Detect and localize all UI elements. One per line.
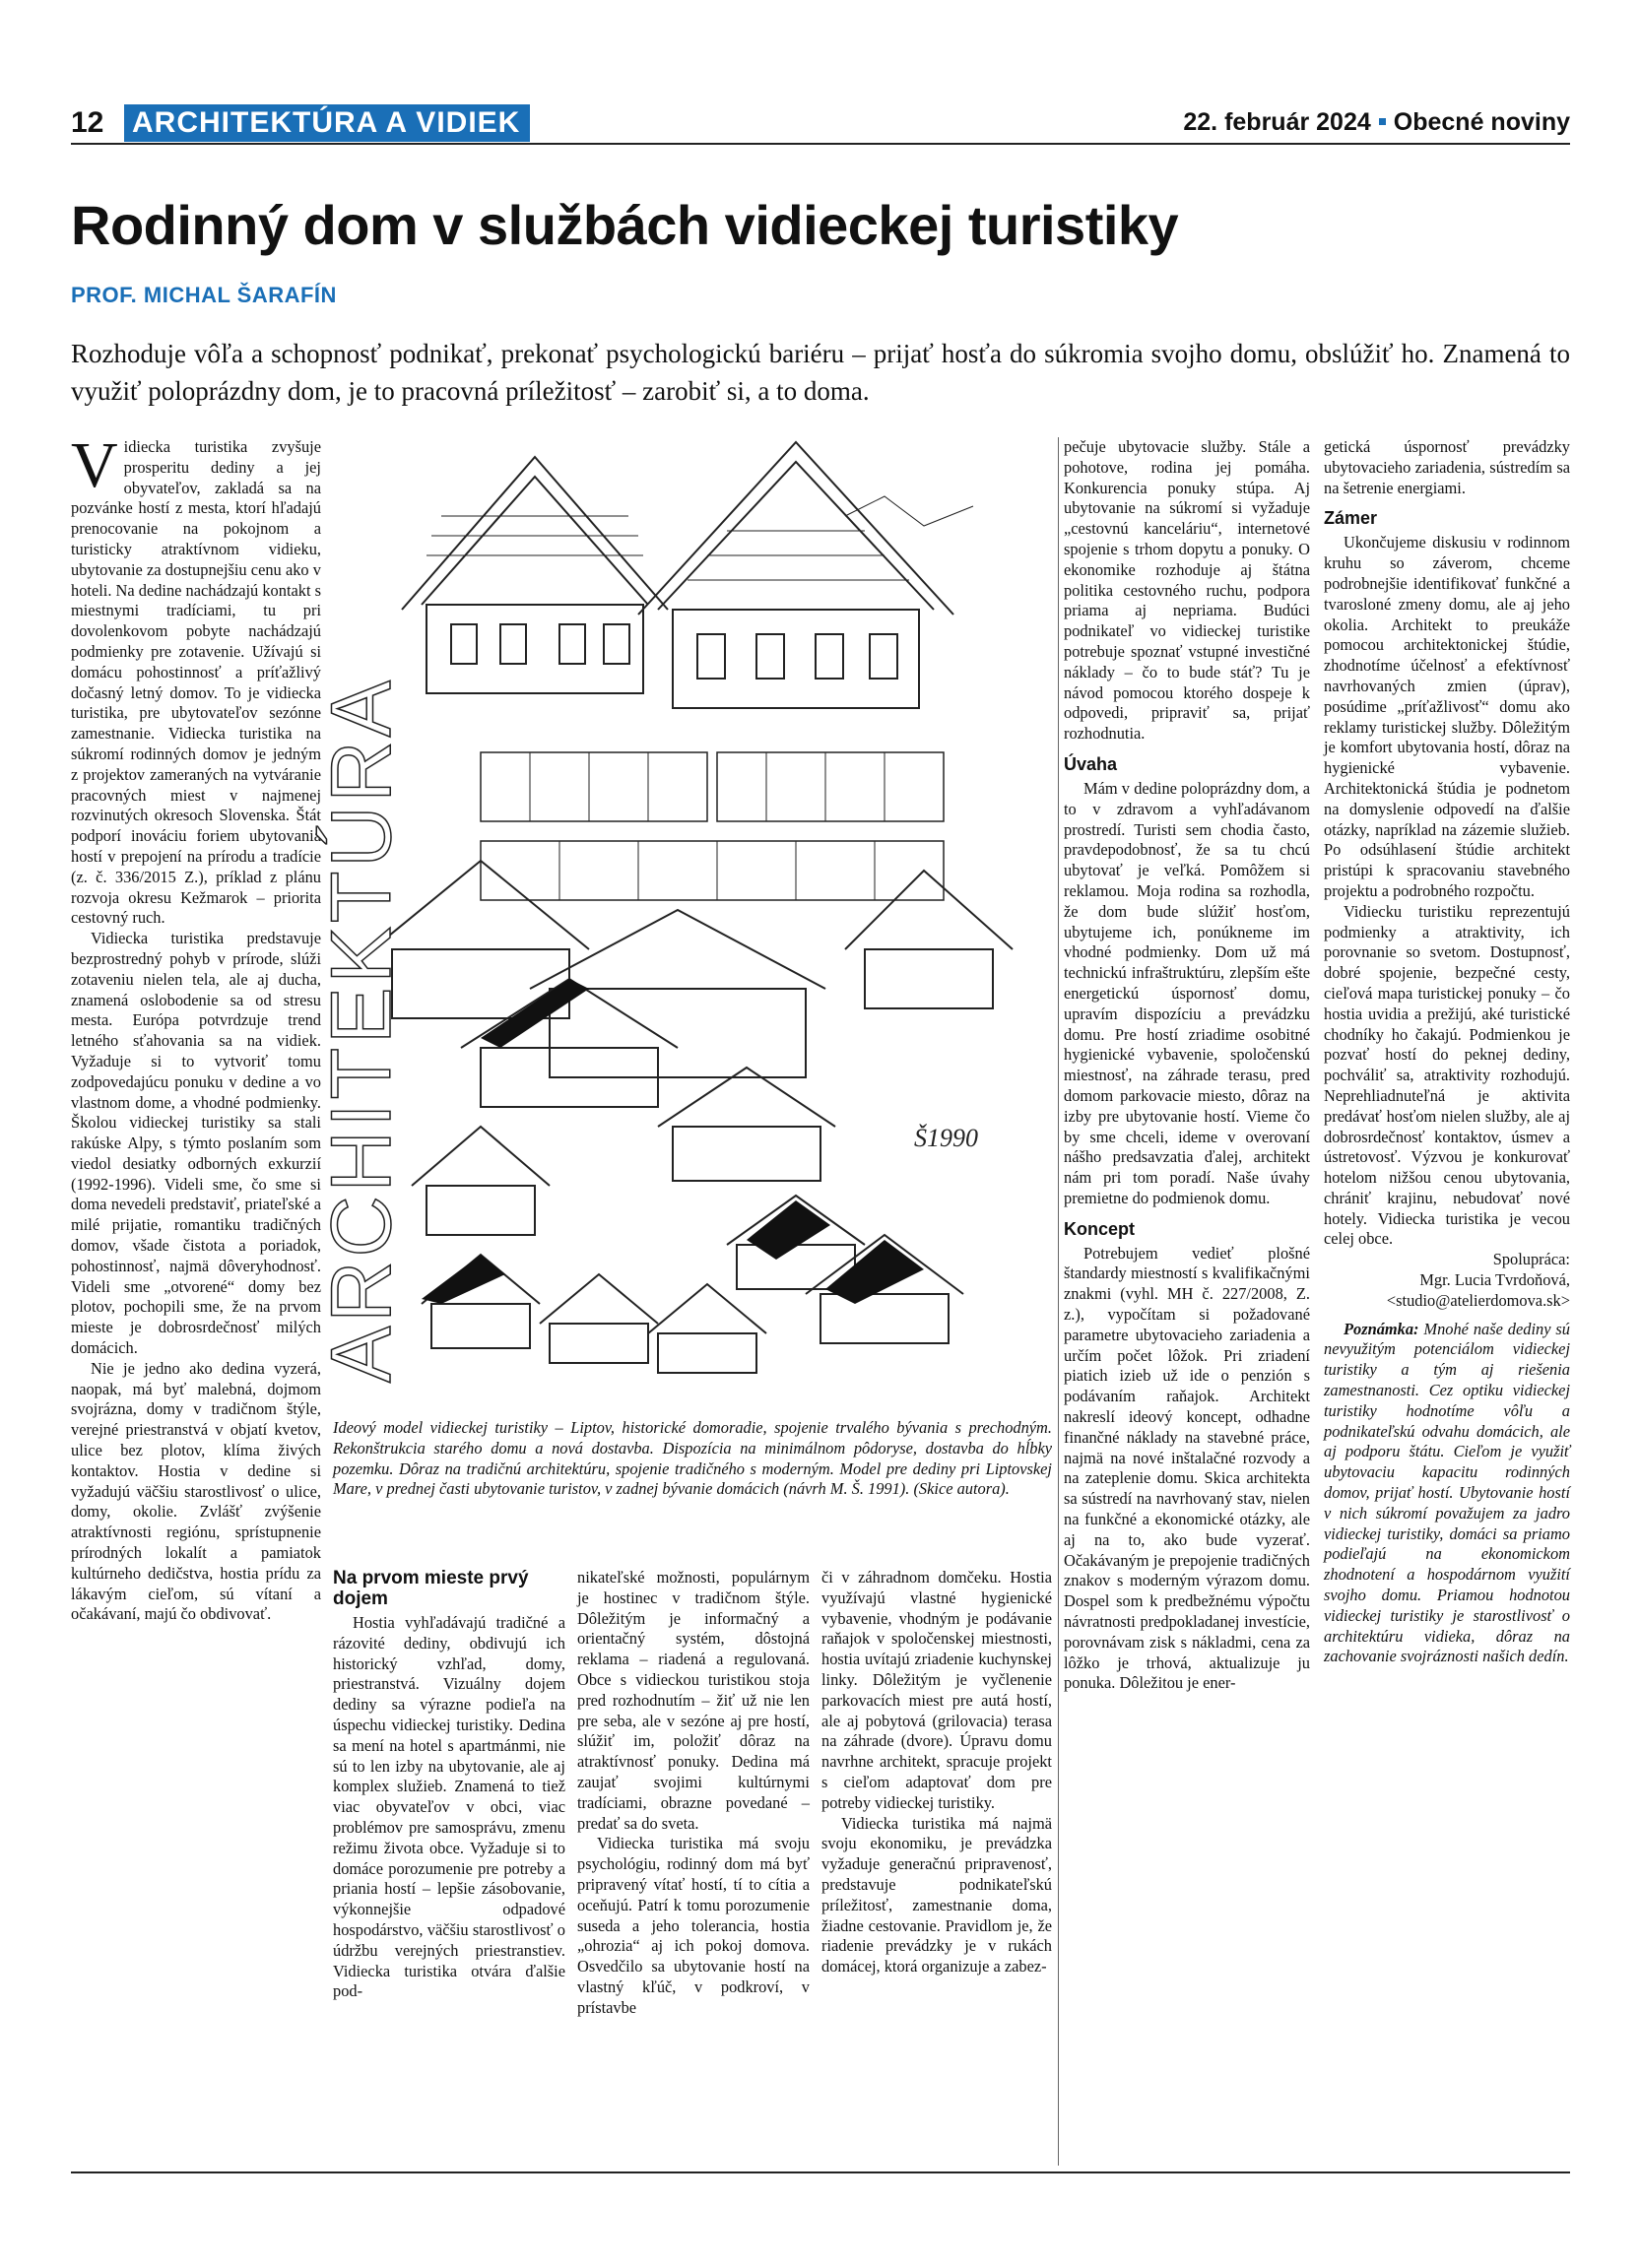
column-6-paragraph: Vidiecku turistiku reprezentujú podmienky a atraktivity, ich porovnanie so svetom. Dostupnosť, dobré spojenie, bezpečné cesty, cieľová mapa turistickej ponuky – čo hostia uvidia a prežijú, aké turistické chodníky ho čakajú. Podmienkou je pozvať hostí do peknej dediny, pochváliť sa, atraktivity rozhodujú. Neprehliadnuteľná je aktivita predávať hosťom nielen služby, ale aj dobrosrdečnosť kontaktov, úsmev a ústretovosť. Výzvou je konkurovať hotelom nižšou cenou ubytovania, chrániť krajinu, nebudovať nové hotely. Vidiecka turistika je vecou celej obce. (1324, 901, 1570, 1249)
column-1-paragraph: Nie je jedno ako dedina vyzerá, naopak, má byť malebná, dojmom svojrázna, domy v tradičnom štýle, verejné priestranstvá v objatí kvetov, ulice bez plotov, klíma živých kontaktov. Hostia v dedine si vyžadujú väčšiu starostlivosť o ulice, domy, okolie. Zvlášť zvýšenie atraktívnosti regiónu, sprístupnenie prírodných lokalít a pamiatok kultúrneho dedičstva, hostia prídu za lákavým cieľom, sú vítaní a očakávaní, majú čo obdivovať. (71, 1358, 321, 1624)
note-label: Poznámka: (1344, 1319, 1419, 1338)
newspaper-name: Obecné noviny (1393, 108, 1570, 136)
heading-koncept: Koncept (1064, 1218, 1135, 1239)
credit-name: Mgr. Lucia Tvrdoňová, (1419, 1270, 1570, 1290)
column-5-paragraph: Potrebujem vedieť plošné štandardy miestností s kvalifikačnými znakmi (vyhl. MH č. 227/2008, Z. z.), vypočítam si požadované parametre ubytovacieho zariadenia a určím počet lôžok. Pri zriadení piatich izieb už ide o penzión s podávaním raňajok. Architekt nakreslí ideový koncept, odhadne finančné náklady na stavebné práce, najmä na nové inštalačné rozvody a na zateplenie domu. Skica architekta sa sústredí na navrhovaný stav, nielen na funkčné a ekonomické otázky, ale aj na to, ako bude vyzerať. Očakávaným je prepojenie tradičných znakov s moderným výrazom domu. Dospel som k predbežnému výpočtu návratnosti predpokladanej investície, porovnávam zisk s nákladmi, cena za lôžko je trhová, aktualizuje ju ponuka. Dôležitou je ener- (1064, 1243, 1310, 1693)
page-header (71, 104, 1570, 142)
sketch-signature: Š1990 (914, 1124, 978, 1152)
architecture-sketch (314, 437, 1052, 1412)
column-6 (1324, 437, 1570, 1667)
column-2-paragraph: Hostia vyhľadávajú tradičné a rázovité dediny, obdivujú ich historický vzhľad, domy, priestranstvá. Vizuálny dojem dediny sa výrazne podieľa na úspechu vidieckej turistiky. Dedina sa mení na hotel s apartmánmi, nie sú to len izby na ubytovanie, ale aj komplex služieb. Znamená to tiež viac obyvateľov v obci, viac problémov pre samosprávu, zmenu režimu života obce. Vyžaduje si to domáce porozumenie pre potreby a priania hostí – lepšie zásobovanie, výkonnejšie odpadové hospodárstvo, väčšiu starostlivosť o údržbu verejných priestranstiev. Vidiecka turistika otvára ďalšie pod- (333, 1613, 565, 2001)
column-6-paragraph: Ukončujeme diskusiu v rodinnom kruhu so záverom, chceme podrobnejšie identifikovať funkčné a tvarosloné zmeny domu, ale aj jeho okolia. Architekt to preukáže pomocou architektonickej štúdie, zhodnotíme účelnosť a efektívnosť navrhovaných zmien (úprav), posúdime „príťažlivosť“ domu ako reklamy turistickej služby. Dôležitým je komfort ubytovania hostí, dôraz na hygienické vybavenie. Architektonická štúdia je podnetom na domyslenie odpovedí na ďalšie otázky, napríklad na zázemie služieb. Po odsúhlasení štúdie architekt pristúpi k spracovaniu stavebného projektu a podrobného rozpočtu. (1324, 533, 1570, 900)
article-title: Rodinný dom v službách vidieckej turistiky (71, 194, 1179, 256)
editor-note (1324, 1320, 1570, 1668)
column-3-paragraph: nikateľské možnosti, populárnym je hostinec v tradičnom štýle. Dôležitým je informačný a orientačný systém, dôstojná reklama – riadená a regulovaná. Obce s vidieckou turistikou stoja pred rozhodnutím – žiť už nie len pre seba, ale v sezóne aj pre hostí, slúžiť im, položiť dôraz na atraktívnosť ponuky. Dedina má zaujať svojimi kultúrnymi tradíciami, obrazne povedané – predať sa do sveta. (577, 1568, 810, 1833)
paragraph-text: idiecka turistika zvyšuje prosperitu dediny a jej obyvateľov, zakladá sa na pozvánke hostí z mesta, ktorí hľadajú prenocovanie na pokojnom a turisticky atraktívnom vidieku, ubytovanie za dostupnejšiu cenu ako v hoteli. Na dedine nachádzajú kontakt s miestnymi tradíciami, tu pri dovolenkovom pobyte nachádzajú podmienky pre zotavenie. Užívajú si domácu pohostinnosť a príťažlivý dočasný letný domov. To je vidiecka turistika, pre ubytovateľov sezónne zamestnanie. Vidiecka turistika na súkromí rodinných domov je jedným z projektov zameraných na vytváranie pracovných miest v najmenej rozvinutých okresoch Slovenska. Štát podporí inováciu foriem ubytovania hostí v prepojení na prírodu a tradície (z. č. 336/2015 Z.), príklad z plánu rozvoja okresu Kežmarok – priorita cestovný ruch. (71, 437, 321, 928)
issue-date: 22. február 2024 (1183, 108, 1371, 136)
column-3-paragraph: Vidiecka turistika má svoju psychológiu, rodinný dom má byť pripravený vítať hostí, tí to cítia a oceňujú. Patrí k tomu porozumenie suseda a jeho tolerancia, hostia „ohrozia“ aj ich pokoj domova. Osvedčilo sa ubytovanie hostí na vlastný kľúč, v podkroví, v prístavbe (577, 1834, 810, 2017)
column-5 (1064, 437, 1310, 1694)
column-2 (333, 1568, 565, 2002)
column-1 (71, 429, 321, 1625)
heading-uvaha: Úvaha (1064, 753, 1118, 774)
column-4-paragraph: Vidiecka turistika má najmä svoju ekonomiku, je prevádzka vyžaduje generačnú pripravenosť, predstavuje podnikateľskú príležitosť, zamestnanie doma, žiadne cestovanie. Pravidlom je, že riadenie prevádzky je v rukách domácej, ktorá organizuje a zabez- (821, 1813, 1052, 1976)
vertical-title: ARCHITEKTÚRA (314, 677, 409, 1383)
column-5-paragraph: pečuje ubytovacie služby. Stále a pohotove, rodina jej pomáha. Konkurencia ponuky stúpa. Aj ubytovanie na súkromí si vyžaduje „cestovnú kanceláriu“, internetové spojenie s trhom dopytu a ponuky. O ekonomike rozhoduje aj štátna politika cestovného ruchu, podpora priama aj nepriama. Budúci podnikateľ vo vidieckej turistike potrebuje spoznať vstupné investičné náklady – čo to bude stáť? Tu je návod pomocou ktorého dospeje k odpovedi, pripraviť sa, prijať rozhodnutia. (1064, 437, 1310, 744)
sketch-drawing (314, 437, 1052, 1412)
article-author: PROF. MICHAL ŠARAFÍN (71, 283, 337, 307)
credit-email: <studio@atelierdomova.sk> (1386, 1290, 1570, 1310)
column-3 (577, 1568, 810, 2019)
article-lead: Rozhoduje vôľa a schopnosť podnikať, prekonať psychologickú bariéru – prijať hosťa do súkromia svojho domu, obslúžiť ho. Znamená to využiť poloprázdny dom, je to pracovná príležitosť – zarobiť si, a to doma. (71, 339, 1570, 406)
section-label: ARCHITEKTÚRA A VIDIEK (124, 104, 530, 142)
credit-label: Spolupráca: (1492, 1250, 1570, 1269)
column-1-paragraph: Vidiecka turistika predstavuje bezprostredný pohyb v prírode, slúži zotaveniu nielen tela, ale aj ducha, znamená oslobodenie sa od stresu mesta. Európa potvrdzuje trend letného sťahovania sa na vidiek. Vyžaduje si to vytvoriť tomu zodpovedajúcu ponuku v dedine a vo vlastnom dome, a vhodné podmienky. Školou vidieckej turistiky sa stali rakúske Alpy, s týmto poslaním som viedol desiatky odborných exkurzií (1992-1996). Videli sme, čo sme si doma nevedeli predstaviť, priateľské a milé prijatie, romantiku tradičných domov, všade čistota a poriadok, pohostinnosť, najmä dôveryhodnosť. Videli sme „otvorené“ domy bez plotov, pochopili sme, že na prvom mieste je dobrosrdečnosť milých domácich. (71, 929, 321, 1358)
header-rule (71, 143, 1570, 145)
column-divider (1058, 437, 1059, 2166)
footer-rule (71, 2171, 1570, 2173)
column-4-paragraph: či v záhradnom domčeku. Hostia využívajú vlastné hygienické vybavenie, vhodným je podávanie raňajok v spoločenskej miestnosti, hostia uvítajú zriadenie kuchynskej linky. Dôležitým je vyčlenenie parkovacích miest pre autá hostí, ale aj pobytová (grilovacia) terasa na záhrade (dvore). Úpravu domu navrhne architekt, spracuje projekt s cieľom adaptovať dom pre potreby vidieckej turistiky. (821, 1568, 1052, 1812)
separator-square-icon (1379, 118, 1386, 125)
issue-info (1183, 108, 1570, 137)
page-number: 12 (71, 106, 104, 139)
column-5-paragraph: Mám v dedine poloprázdny dom, a to v zdravom a vyhľadávanom prostredí. Turisti sem chodia často, pravdepodobnosť, že sa tu chcú ubytovať je veľká. Pomôžem si reklamou. Moja rodina sa rozhodla, že dom bude slúžiť hosťom, ubytujeme ich, ponúkneme im vhodné podmienky. Dom už má technickú infraštruktúru, zlepším ešte energetickú úspornosť domu, upravím dispozíciu a prevádzku domu. Pre hostí zriadime osobitné hygienické vybavenie, spoločenskú miestnosť, na záhrade terasu, pred domom parkovacie miesto, dôraz na izby pre ubytovanie hostí. Vieme čo by sme chceli, ideme v overovaní nášho predsavzatia ďalej, architekt nám pri tom poradí. Naše úvahy premietne do podmienok domu. (1064, 778, 1310, 1207)
subheading-first-impression: Na prvom mieste prvý dojem (333, 1568, 529, 1609)
column-6-paragraph: getická úspornosť prevádzky ubytovacieho zariadenia, sústredím sa na šetrenie energiami. (1324, 437, 1570, 497)
note-text: Mnohé naše dediny sú nevyužitým potenciálom vidieckej turistiky a tým aj riešenia zamestnanosti. Cez optiku vidieckej turistiky hodnotíme vôľu a podnikateľskú odvahu domácich, ale aj podporu štátu. Cieľom je využiť ubytovaciu kapacitu rodinných domov, prijať hostí. Ubytovanie hostí v nich súkromí považujem za jadro vidieckej turistiky, domáci sa priamo podieľajú na ekonomickom zhodnotení a hospodárnom využití svojho domu. Priamou hodnotou vidieckej turistiky je starostlivosť o architektúru vidieka, dôraz na zachovanie svojráznosti našich dedín. (1324, 1319, 1570, 1666)
column-4 (821, 1568, 1052, 1977)
dropcap: V (71, 429, 118, 501)
illustration-caption: Ideový model vidieckej turistiky – Liptov, historické domoradie, spojenie trvalého bývania s prechodným. Rekonštrukcia starého domu a nová dostavba. Dispozícia na minimálnom pôdoryse, dostavba do hĺbky pozemku. Dôraz na tradičnú architektúru, spojenie tradičného s moderným. Model pre dediny pri Liptovskej Mare, v prednej časti ubytovanie turistov, v zadnej bývanie domácich (návrh M. Š. 1991). (Skice autora). (333, 1418, 1052, 1499)
heading-zamer: Zámer (1324, 508, 1378, 529)
column-1-paragraph (71, 429, 321, 929)
